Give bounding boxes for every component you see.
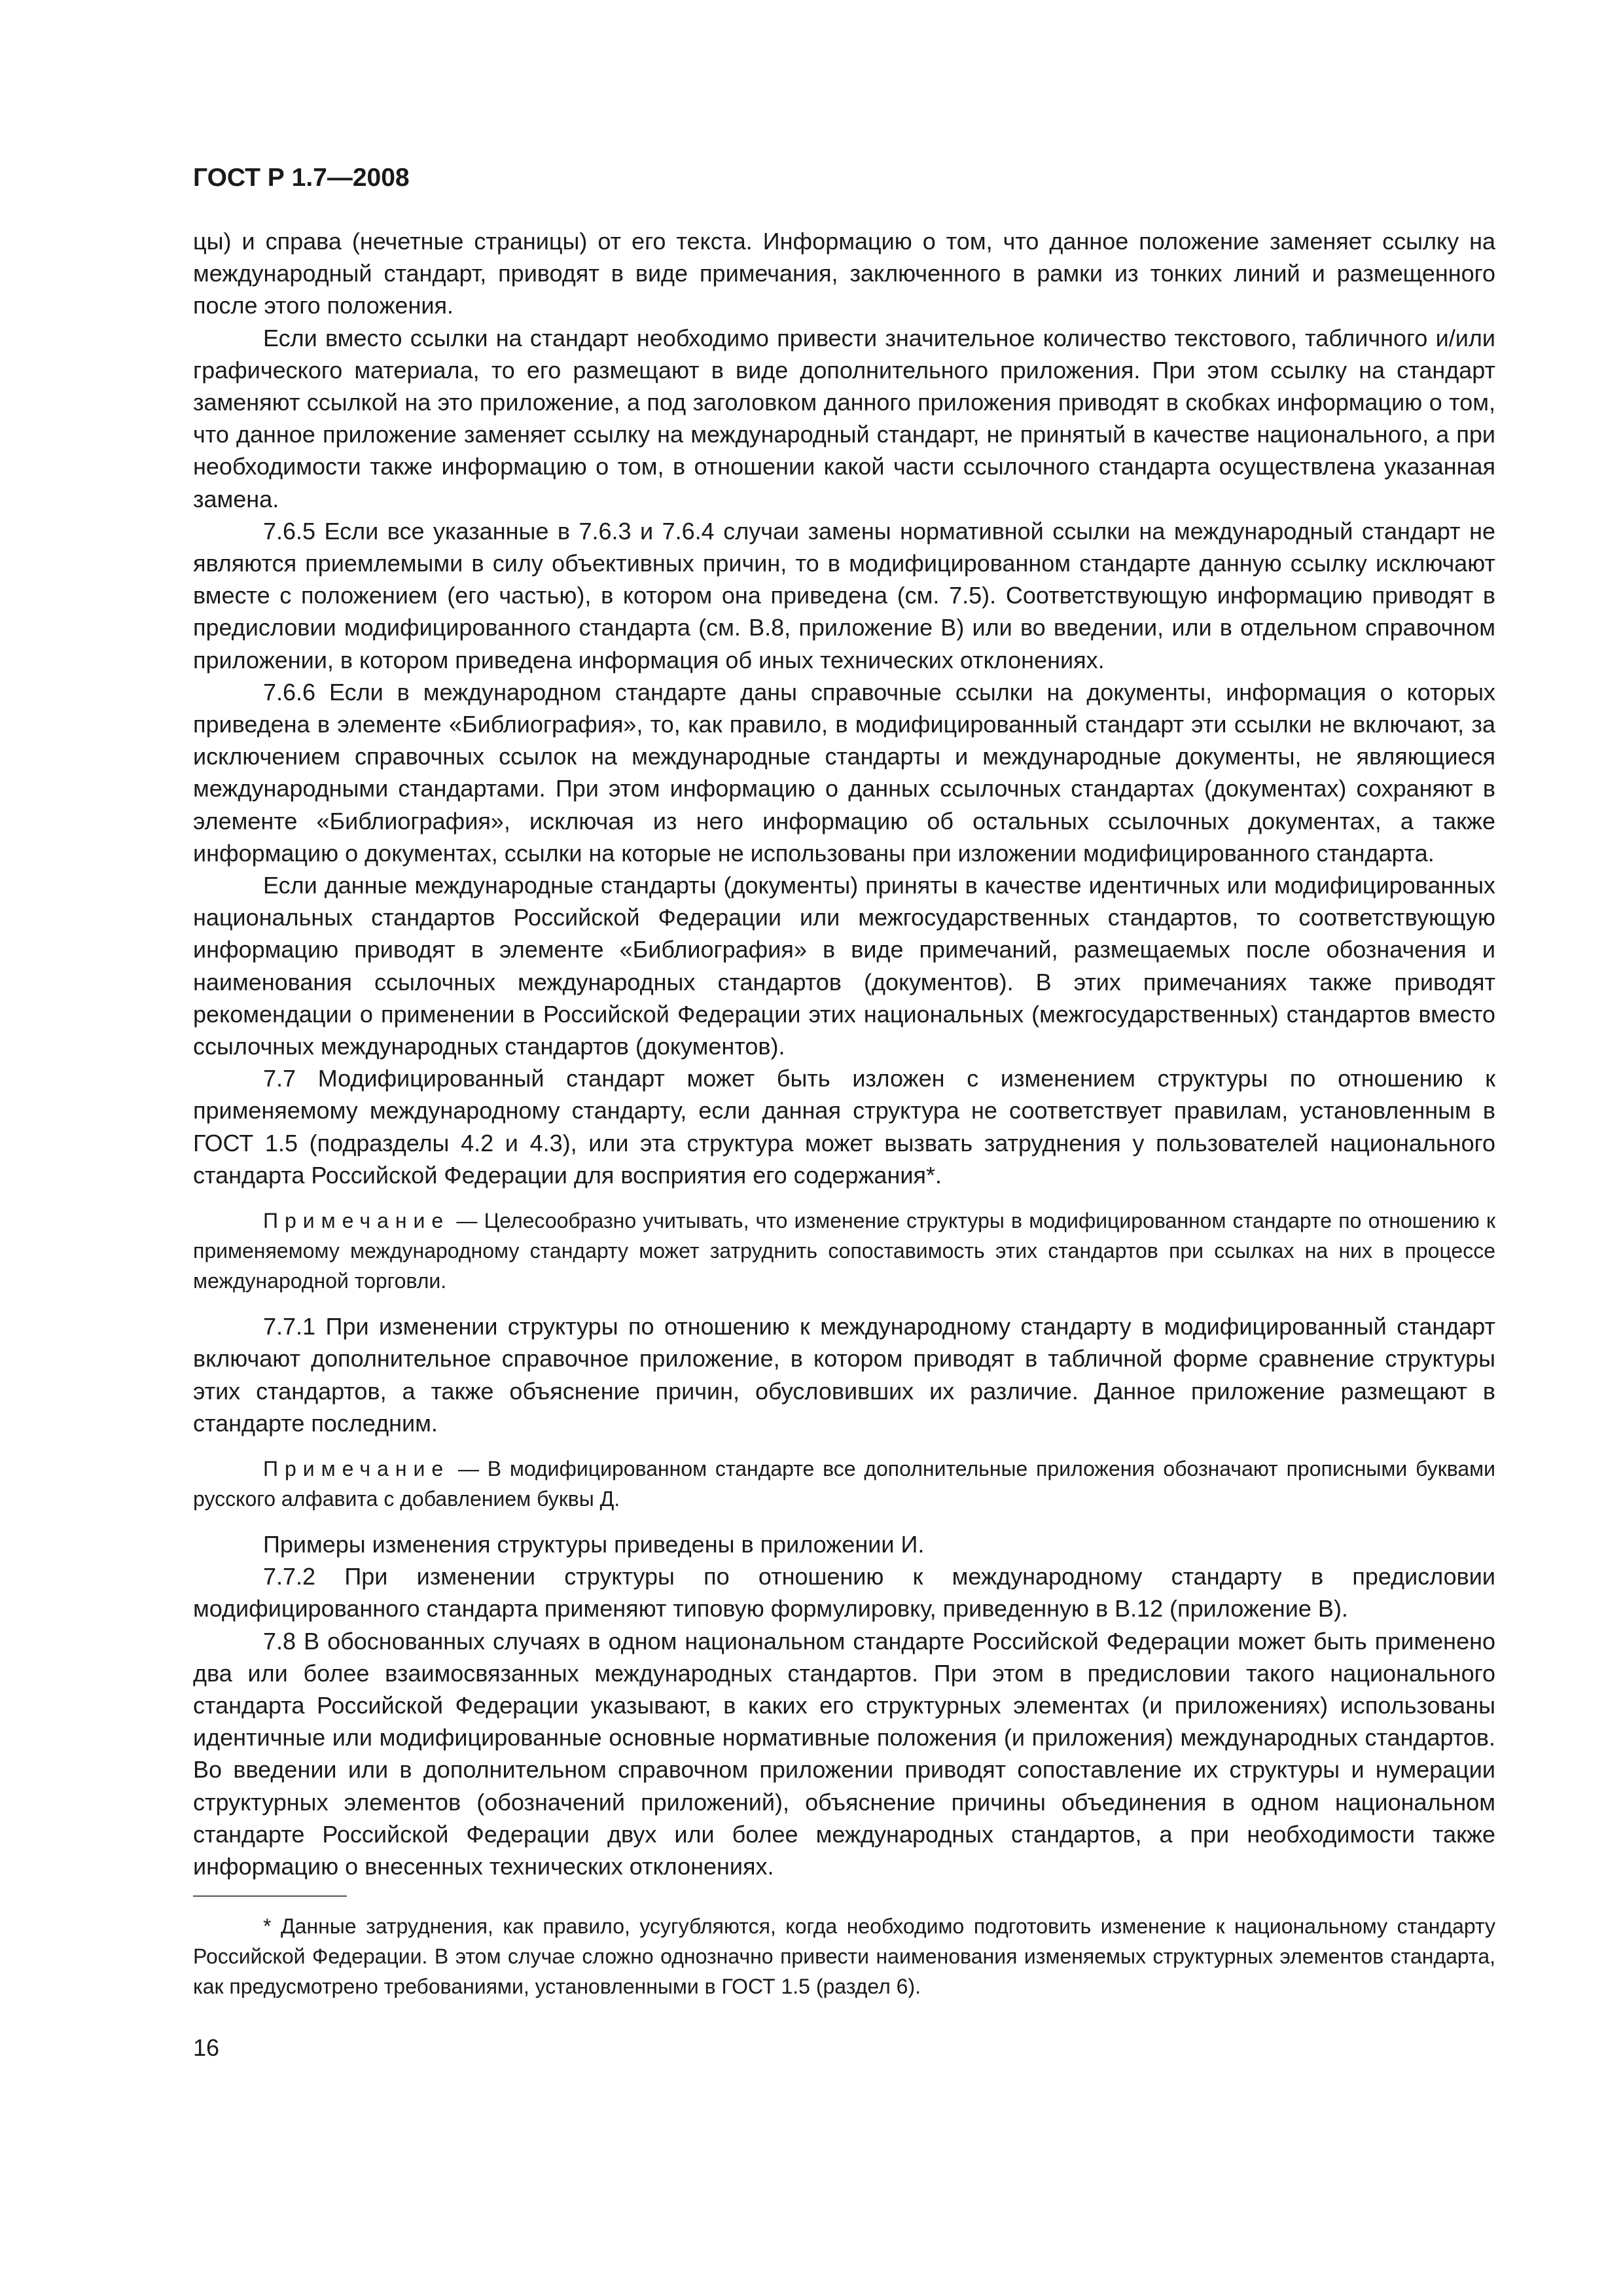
page-number: 16 xyxy=(193,2034,220,2062)
note-structure-change xyxy=(193,1206,1495,1296)
document-page xyxy=(193,164,1495,2062)
footnote-divider xyxy=(193,1895,347,1897)
paragraph-bibliography-notes: Если данные международные стандарты (документы) приняты в качестве идентичных или модифицированных национальных стандартов Российской Федерации или межгосударственных стандартов, то соответствующую информацию приводят в элементе «Библиография» в виде примечаний, размещаемых после обозначения и наименования ссылочных международных стандартов (документов). В этих примечаниях также приводят рекомендации о применении в Российской Федерации этих национальных (межгосударственных) стандартов вместо ссылочных международных стандартов (документов). xyxy=(193,872,1495,1060)
paragraph-7-7: 7.7 Модифицированный стандарт может быть изложен с изменением структуры по отношению к применяемому международному стандарту, если данная структура не соответствует правилам, установленным в ГОСТ 1.5 (подразделы 4.2 и 4.3), или эта структура может вызвать затруднения у пользователей национального стандарта Российской Федерации для восприятия его содержания*. xyxy=(193,1065,1495,1189)
paragraph-7-6-6: 7.6.6 Если в международном стандарте даны справочные ссылки на документы, информация о которых приведена в элементе «Библиография», то, как правило, в модифицированный стандарт эти ссылки не включают, за исключением справочных ссылок на международные стандарты и международные документы, не являющиеся международными стандартами. При этом информацию о данных ссылочных стандартах (документах) сохраняют в элементе «Библиография», исключая из него информацию об остальных ссылочных документах, а также информацию о документах, ссылки на которые не использованы при изложении модифицированного стандарта. xyxy=(193,678,1495,867)
paragraph-7-8: 7.8 В обоснованных случаях в одном национальном стандарте Российской Федерации может быть применено два или более взаимосвязанных международных стандартов. При этом в предисловии такого национального стандарта Российской Федерации указывают, в каких его структурных элементах (и приложениях) использованы идентичные или модифицированные основные нормативные положения (и приложения) международных стандартов. Во введении или в дополнительном справочном приложении приводят сопоставление их структуры и нумерации структурных элементов (обозначений приложений), объяснение причины объединения в одном национальном стандарте Российской Федерации двух или более международных стандартов, а при необходимости также информацию о внесенных технических отклонениях. xyxy=(193,1627,1495,1880)
note-text: — Целесообразно учитывать, что изменение структуры в модифицированном стандарте по отношению к применяемому международному стандарту может затруднить сопоставимость этих стандартов при ссылках на них в процессе международной торговли. xyxy=(193,1209,1495,1293)
document-header: ГОСТ Р 1.7—2008 xyxy=(193,164,410,192)
note-additional-appendices xyxy=(193,1454,1495,1514)
paragraph-7-7-2: 7.7.2 При изменении структуры по отношению к международному стандарту в предисловии модифицированного стандарта применяют типовую формулировку, приведенную в В.12 (приложение В). xyxy=(193,1563,1495,1623)
note-text: — В модифицированном стандарте все дополнительные приложения обозначают прописными буквами русского алфавита с добавлением буквы Д. xyxy=(193,1456,1495,1511)
footnote: * Данные затруднения, как правило, усугубляются, когда необходимо подготовить изменение к национальному стандарту Российской Федерации. В этом случае сложно однозначно привести наименования изменяемых структурных элементов стандарта, как предусмотрено требованиями, установленными в ГОСТ 1.5 (раздел 6). xyxy=(193,1914,1495,1999)
note-label: Примечание xyxy=(263,1456,450,1480)
paragraph-appendix-replacement: Если вместо ссылки на стандарт необходимо привести значительное количество текстового, табличного и/или графического материала, то его размещают в виде дополнительного приложения. При этом ссылку на стандарт заменяют ссылкой на это приложение, а под заголовком данного приложения приводят в скобках информацию о том, что данное приложение заменяет ссылку на международный стандарт, не принятый в качестве национального, а при необходимости также информацию о том, в отношении какой части ссылочного стандарта осуществлена указанная замена. xyxy=(193,324,1495,512)
paragraph-7-6-5: 7.6.5 Если все указанные в 7.6.3 и 7.6.4 случаи замены нормативной ссылки на международный стандарт не являются приемлемыми в силу объективных причин, то в модифицированном стандарте данную ссылку исключают вместе с положением (его частью), в котором она приведена (см. 7.5). Соответствующую информацию приводят в предисловии модифицированного стандарта (см. В.8, приложение В) или во введении, или в отдельном справочном приложении, в котором приведена информация об иных технических отклонениях. xyxy=(193,517,1495,673)
note-label: Примечание xyxy=(263,1209,450,1233)
paragraph-examples: Примеры изменения структуры приведены в приложении И. xyxy=(263,1530,925,1558)
paragraph-7-7-1: 7.7.1 При изменении структуры по отношению к международному стандарту в модифицированный стандарт включают дополнительное справочное приложение, в котором приводят в табличной форме сравнение структуры этих стандартов, а также объяснение причин, обусловивших их различие. Данное приложение размещают в стандарте последним. xyxy=(193,1313,1495,1437)
paragraph-continuation: цы) и справа (нечетные страницы) от его текста. Информацию о том, что данное положение заменяет ссылку на международный стандарт, приводят в виде примечания, заключенного в рамки из тонких линий и размещенного после этого положения. xyxy=(193,228,1495,319)
